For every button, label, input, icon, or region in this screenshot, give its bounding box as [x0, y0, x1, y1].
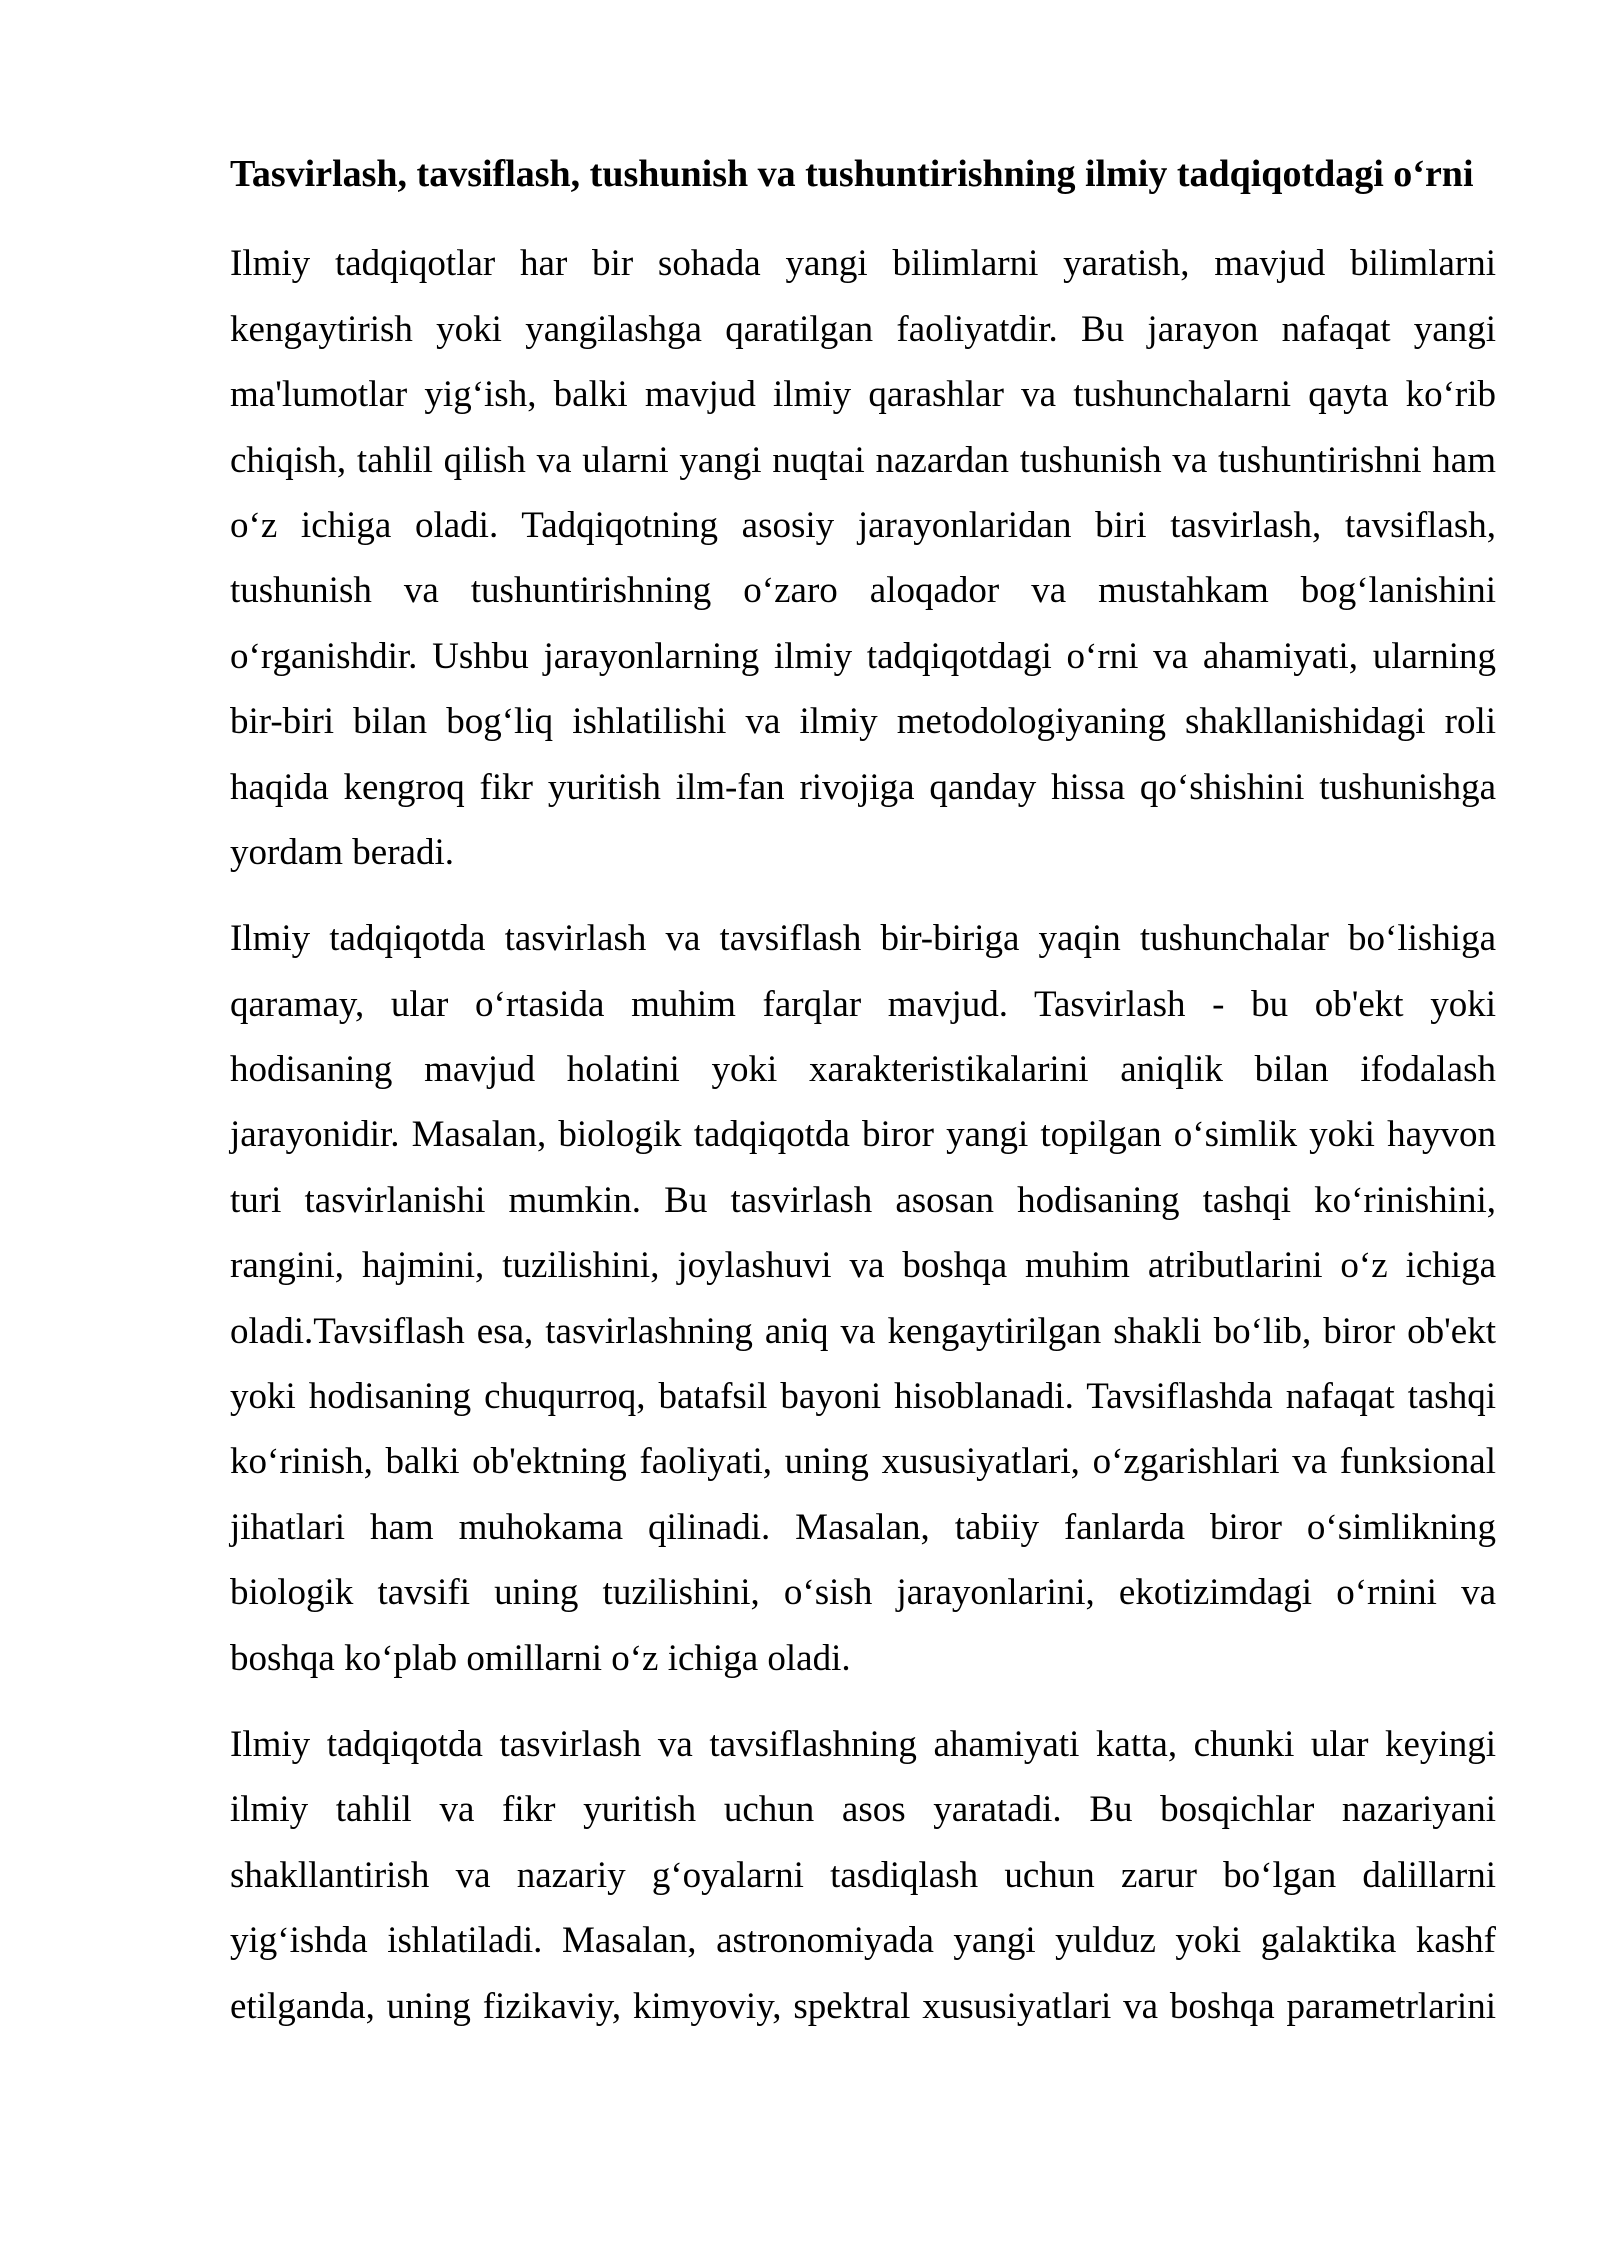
text-line: Ilmiy tadqiqotlar har bir sohada yangi bilimlarni yaratish, mavjud bilimlarni — [230, 243, 1496, 285]
text-line: yordam beradi. — [230, 831, 454, 873]
paragraph-2 — [230, 906, 1496, 1691]
text-line: jarayonidir. Masalan, biologik tadqiqotda biror yangi topilgan o‘simlik yoki hayvon — [230, 1114, 1496, 1156]
text-line: haqida kengroq fikr yuritish ilm-fan rivojiga qanday hissa qo‘shishini tushunishga — [230, 766, 1496, 808]
text-line: bir-biri bilan bog‘liq ishlatilishi va ilmiy metodologiyaning shakllanishidagi roli — [230, 701, 1496, 743]
text-line: Ilmiy tadqiqotda tasvirlash va tavsiflashning ahamiyati katta, chunki ular keyingi — [230, 1723, 1496, 1765]
document-title: Tasvirlash, tavsiflash, tushunish va tushuntirishning ilmiy tadqiqotdagi o‘rni — [230, 153, 1474, 195]
text-line: ma'lumotlar yig‘ish, balki mavjud ilmiy qarashlar va tushunchalarni qayta ko‘rib — [230, 374, 1496, 416]
text-line: kengaytirish yoki yangilashga qaratilgan faoliyatdir. Bu jarayon nafaqat yangi — [230, 308, 1496, 350]
document-body — [230, 142, 1496, 2060]
text-line: jihatlari ham muhokama qilinadi. Masalan, tabiiy fanlarda biror o‘simlikning — [230, 1506, 1496, 1548]
text-line: chiqish, tahlil qilish va ularni yangi nuqtai nazardan tushunish va tushuntirishni ham — [230, 439, 1496, 481]
text-line: biologik tavsifi uning tuzilishini, o‘sish jarayonlarini, ekotizimdagi o‘rnini va — [230, 1572, 1496, 1614]
text-line: rangini, hajmini, tuzilishini, joylashuvi va boshqa muhim atributlarini o‘z ichiga — [230, 1245, 1496, 1287]
text-line: o‘z ichiga oladi. Tadqiqotning asosiy jarayonlaridan biri tasvirlash, tavsiflash, — [230, 504, 1496, 546]
text-line: qaramay, ular o‘rtasida muhim farqlar mavjud. Tasvirlash - bu ob'ekt yoki — [230, 983, 1496, 1025]
text-line: oladi.Tavsiflash esa, tasvirlashning aniq va kengaytirilgan shakli bo‘lib, biror ob'ekt — [230, 1310, 1496, 1352]
text-line: yig‘ishda ishlatiladi. Masalan, astronomiyada yangi yulduz yoki galaktika kashf — [230, 1920, 1496, 1962]
paragraph-3 — [230, 1712, 1496, 2039]
paragraph-1 — [230, 231, 1496, 885]
text-line: yoki hodisaning chuqurroq, batafsil bayoni hisoblanadi. Tavsiflashda nafaqat tashqi — [230, 1376, 1496, 1418]
text-line: etilganda, uning fizikaviy, kimyoviy, spektral xususiyatlari va boshqa parametrlarini — [230, 1985, 1496, 2027]
text-line: ko‘rinish, balki ob'ektning faoliyati, uning xususiyatlari, o‘zgarishlari va funksional — [230, 1441, 1496, 1483]
text-line: boshqa ko‘plab omillarni o‘z ichiga oladi. — [230, 1637, 851, 1679]
text-line: tushunish va tushuntirishning o‘zaro aloqador va mustahkam bog‘lanishini — [230, 570, 1496, 612]
text-line: o‘rganishdir. Ushbu jarayonlarning ilmiy tadqiqotdagi o‘rni va ahamiyati, ularning — [230, 635, 1496, 677]
text-line: ilmiy tahlil va fikr yuritish uchun asos yaratadi. Bu bosqichlar nazariyani — [230, 1789, 1496, 1831]
text-line: turi tasvirlanishi mumkin. Bu tasvirlash asosan hodisaning tashqi ko‘rinishini, — [230, 1179, 1496, 1221]
text-line: hodisaning mavjud holatini yoki xarakteristikalarini aniqlik bilan ifodalash — [230, 1049, 1496, 1091]
text-line: Ilmiy tadqiqotda tasvirlash va tavsiflash bir-biriga yaqin tushunchalar bo‘lishiga — [230, 918, 1496, 960]
text-line: shakllantirish va nazariy g‘oyalarni tasdiqlash uchun zarur bo‘lgan dalillarni — [230, 1854, 1496, 1896]
